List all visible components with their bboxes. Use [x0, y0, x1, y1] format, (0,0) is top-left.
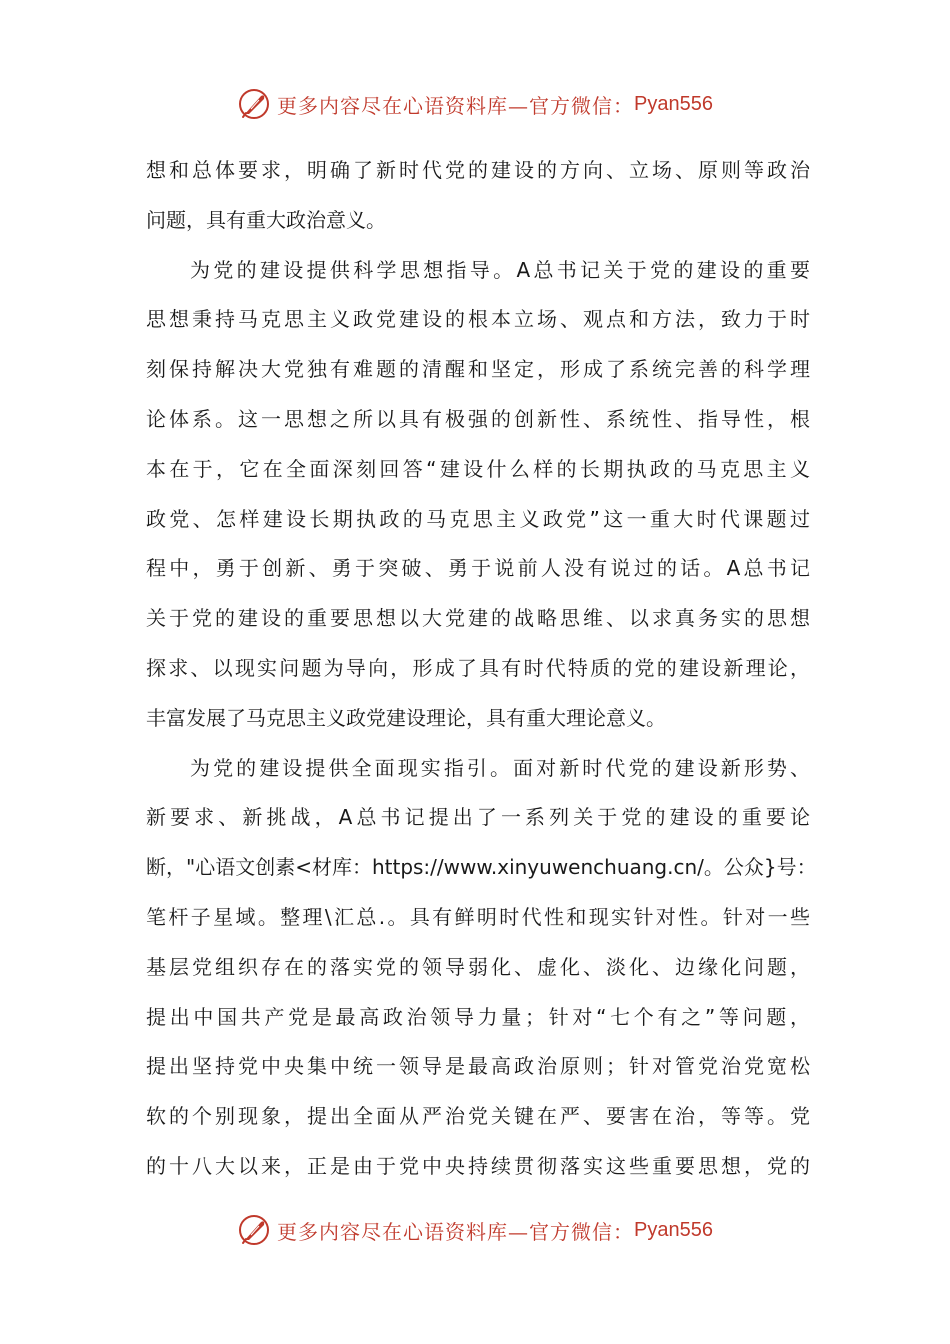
banner-text: 更多内容尽在心语资料库—官方微信：	[277, 1219, 635, 1244]
text-line: 思想秉持马克思主义政党建设的根本立场、观点和方法，致力于时	[146, 307, 810, 332]
text-line: 刻保持解决大党独有难题的清醒和坚定，形成了系统完善的科学理	[146, 357, 810, 382]
footer-watermark-banner	[0, 1210, 950, 1250]
paragraph	[146, 246, 810, 744]
text-line: 丰富发展了马克思主义政党建设理论，具有重大理论意义。	[146, 705, 666, 730]
text-line: 断，"心语文创素<材库：https://www.xinyuwenchuang.cn/。公众}号：	[146, 855, 817, 880]
text-line: 本在于，它在全面深刻回答“建设什么样的长期执政的马克思主义	[146, 456, 810, 481]
banner-text: 更多内容尽在心语资料库—官方微信：	[277, 93, 635, 118]
header-watermark-banner	[0, 84, 950, 124]
text-line: 政党、怎样建设长期执政的马克思主义政党”这一重大时代课题过	[146, 506, 810, 531]
text-line: 探求、以现实问题为导向，形成了具有时代特质的党的建设新理论，	[146, 655, 810, 680]
paragraph	[146, 744, 817, 1192]
quill-logo-icon	[237, 1213, 271, 1247]
paragraph	[146, 146, 810, 246]
text-line: 为党的建设提供全面现实指引。面对新时代党的建设新形势、	[190, 755, 810, 780]
text-line: 新要求、新挑战，A总书记提出了一系列关于党的建设的重要论	[146, 805, 810, 830]
text-line: 的十八大以来，正是由于党中央持续贯彻落实这些重要思想，党的	[146, 1153, 810, 1178]
text-line: 程中，勇于创新、勇于突破、勇于说前人没有说过的话。A总书记	[146, 556, 810, 581]
text-line: 基层党组织存在的落实党的领导弱化、虚化、淡化、边缘化问题，	[146, 954, 810, 979]
quill-logo-icon	[237, 87, 271, 121]
text-line: 问题，具有重大政治意义。	[146, 207, 386, 232]
document-body	[146, 146, 817, 1192]
text-line: 提出中国共产党是最高政治领导力量；针对“七个有之”等问题，	[146, 1004, 810, 1029]
text-line: 关于党的建设的重要思想以大党建的战略思维、以求真务实的思想	[146, 606, 810, 631]
text-line: 为党的建设提供科学思想指导。A总书记关于党的建设的重要	[190, 257, 810, 282]
text-line: 想和总体要求，明确了新时代党的建设的方向、立场、原则等政治	[146, 158, 810, 182]
text-line: 论体系。这一思想之所以具有极强的创新性、系统性、指导性，根	[146, 406, 810, 431]
text-line: 软的个别现象，提出全面从严治党关键在严、要害在治，等等。党	[146, 1104, 810, 1129]
banner-wechat-id: Pyan556	[634, 92, 713, 115]
text-line: 提出坚持党中央集中统一领导是最高政治原则；针对管党治党宽松	[146, 1054, 810, 1079]
banner-wechat-id: Pyan556	[634, 1218, 713, 1241]
text-line: 笔杆子星域。整理\汇总.。具有鲜明时代性和现实针对性。针对一些	[146, 904, 810, 929]
